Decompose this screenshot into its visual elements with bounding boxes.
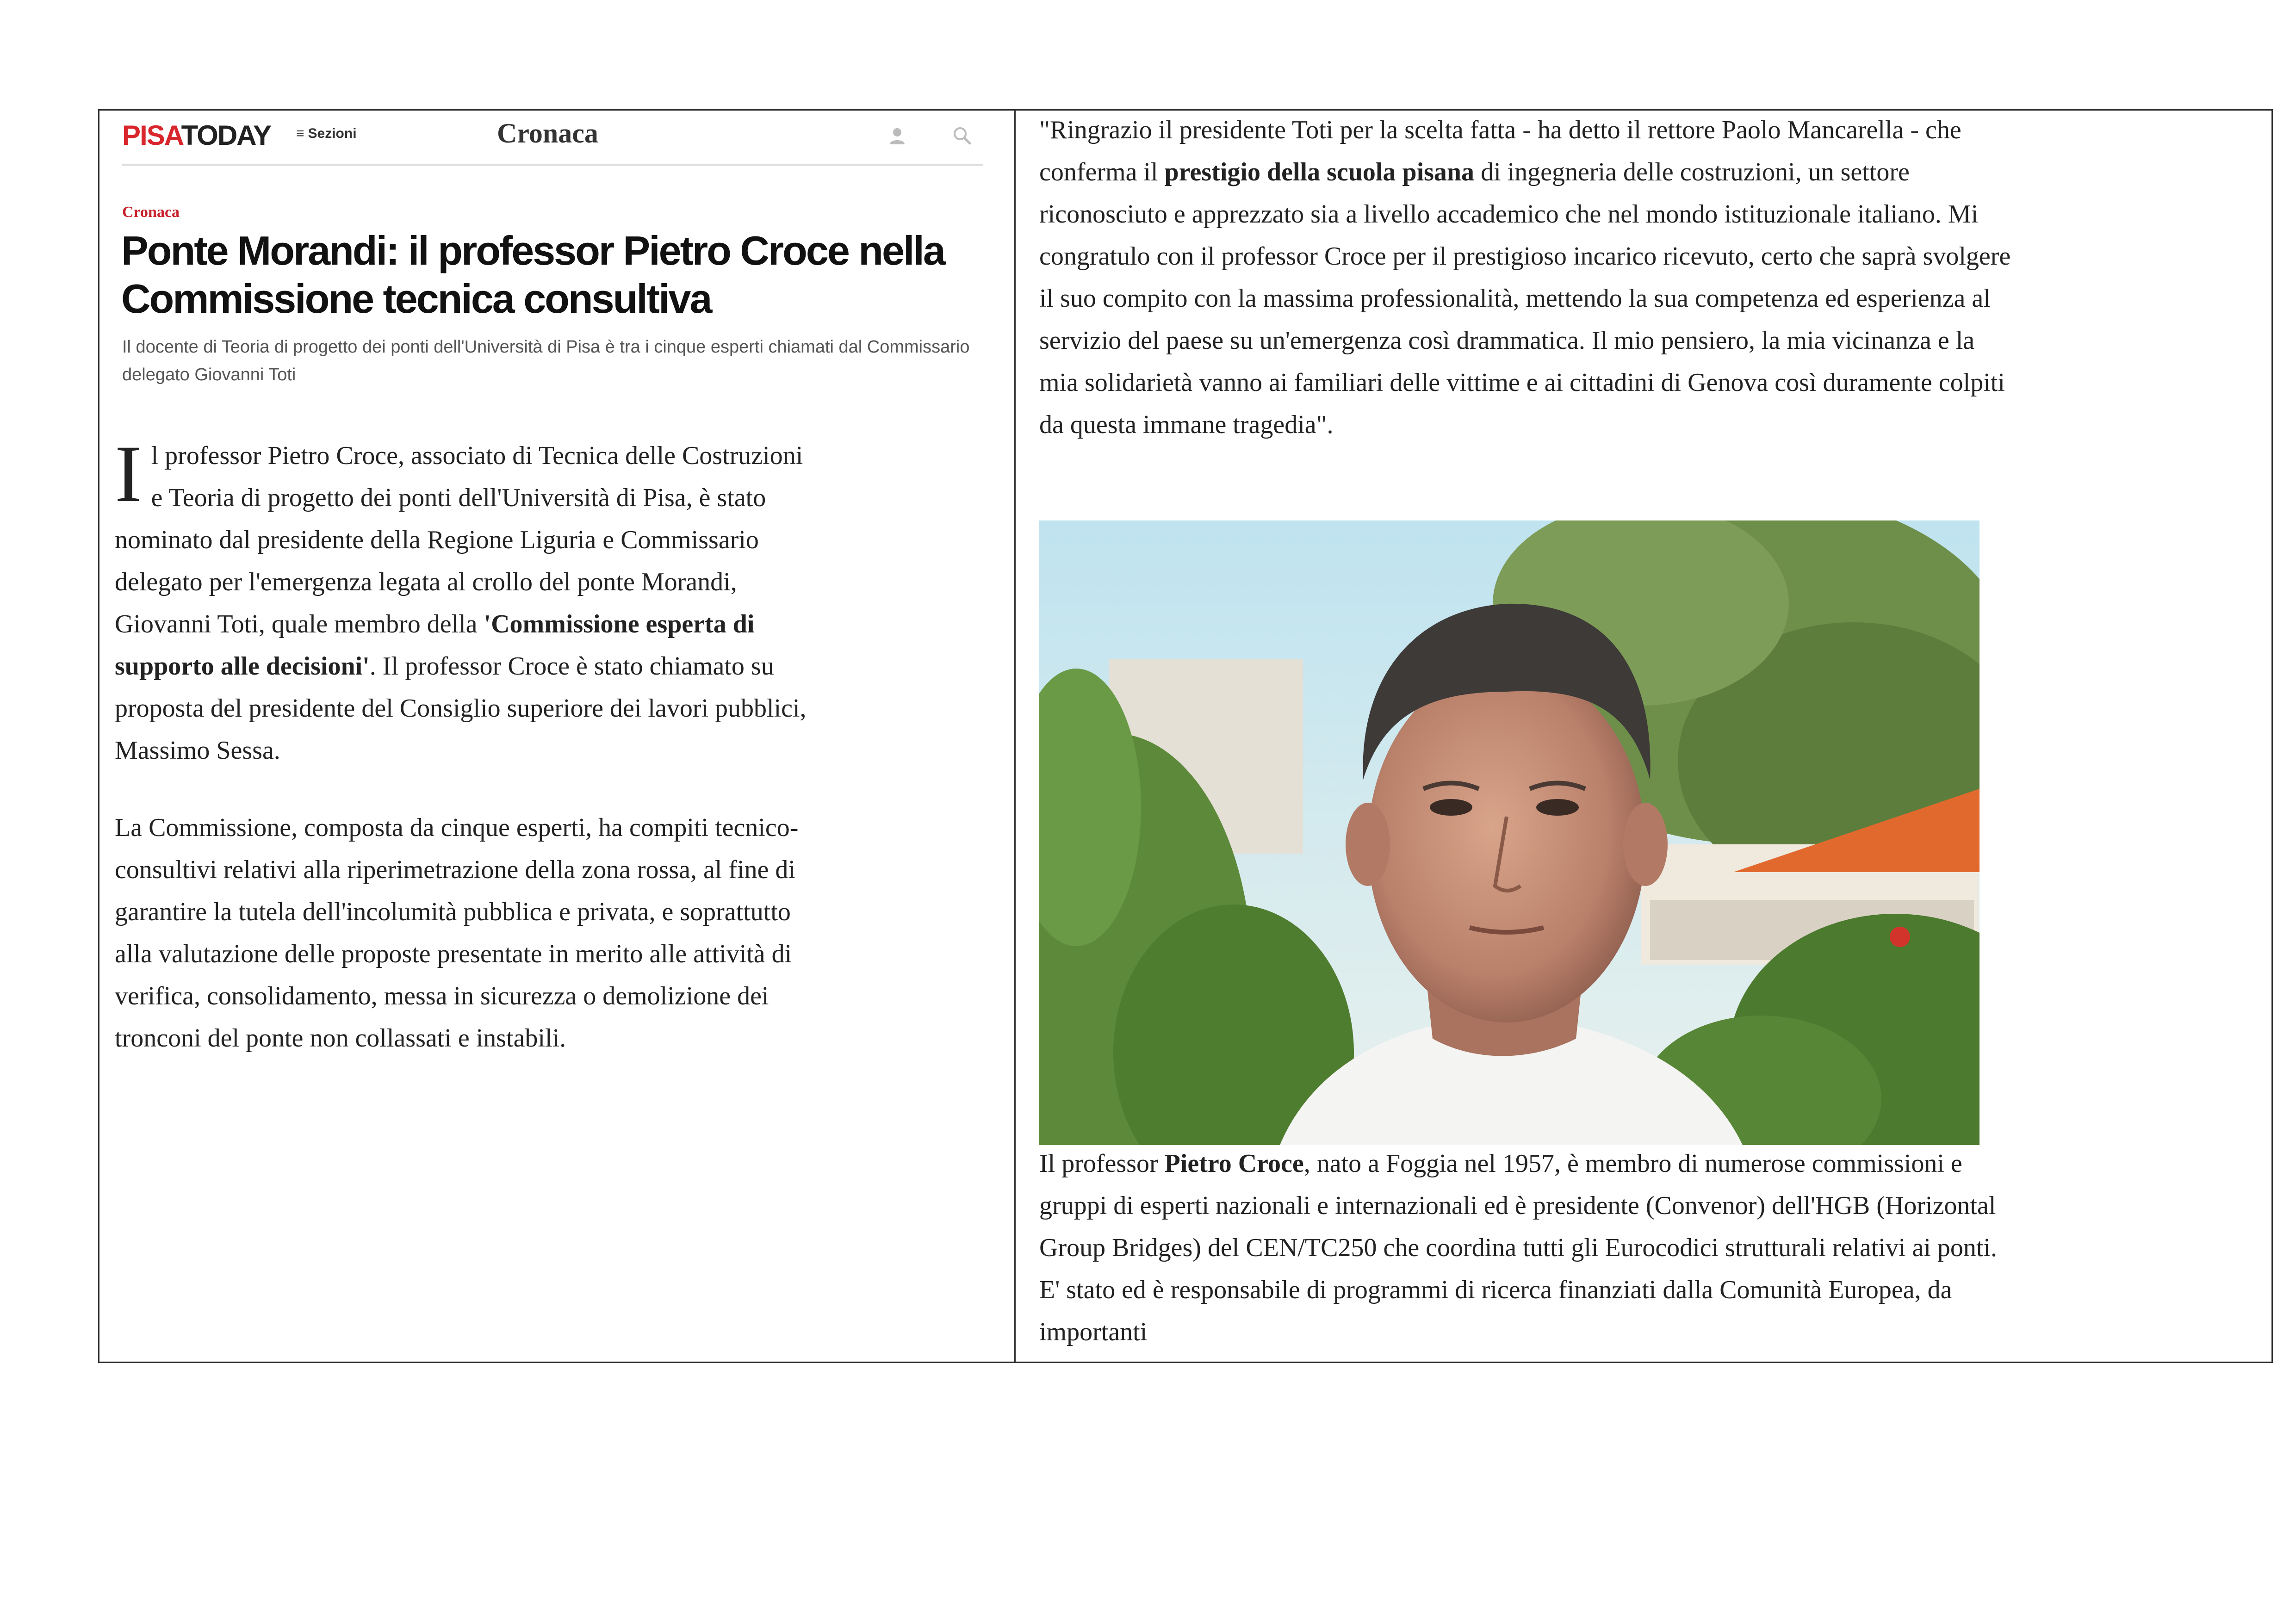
- section-title: Cronaca: [497, 118, 598, 149]
- drop-cap: I: [115, 429, 142, 519]
- paragraph-1: [115, 429, 809, 772]
- caption-text-a: Il professor: [1039, 1149, 1165, 1178]
- quote-text-a: "Ringrazio il presidente Toti per la scelta fatta - ha detto il rettore Paolo Mancarella - che conferma il: [1039, 116, 1961, 186]
- quote-bold: prestigio della scuola pisana: [1164, 158, 1475, 186]
- portrait-photo: [1039, 520, 1980, 1145]
- site-logo[interactable]: [122, 119, 271, 151]
- caption-paragraph: [1039, 1143, 2011, 1353]
- p1-text-b: . Il professor Croce è stato chiamato su proposta del presidente del Consiglio superiore dei lavori pubblici, Massimo Sessa.: [115, 652, 807, 765]
- quote-paragraph: [1039, 109, 2011, 446]
- photo-caption: [1039, 1143, 2011, 1353]
- caption-text-b: , nato a Foggia nel 1957, è membro di numerose commissioni e gruppi di esperti nazionali e internazionali ed è presidente (Convenor) dell'HGB (Horizontal Group Bridges) del CEN/TC250 che coordina tutti gli Eurocodici strutturali relativi ai ponti. E' stato ed è responsabile di programmi di ricerca finanziati dalla Comunità Europea, da importanti: [1039, 1149, 1998, 1346]
- rector-quote: [1039, 109, 2011, 446]
- logo-part2: TODAY: [181, 120, 271, 151]
- user-icon[interactable]: [886, 124, 909, 147]
- p1-bold: 'Commissione esperta di supporto alle decisioni': [115, 610, 755, 681]
- article-body-left: [115, 429, 809, 1059]
- menu-label: Sezioni: [308, 126, 357, 141]
- caption-bold: Pietro Croce: [1164, 1149, 1304, 1178]
- search-icon[interactable]: [950, 124, 974, 147]
- article-subhead: Il docente di Teoria di progetto dei ponti dell'Università di Pisa è tra i cinque esperti chiamati dal Commissario delegato Giovanni Toti: [122, 337, 970, 384]
- logo-part1: PISA: [122, 120, 181, 151]
- column-divider: [1014, 109, 1016, 1363]
- site-header: [122, 111, 983, 166]
- hamburger-icon: ≡: [296, 126, 304, 141]
- article-kicker[interactable]: Cronaca: [122, 204, 180, 221]
- p1-text-a: l professor Pietro Croce, associato di Tecnica delle Costruzioni e Teoria di progetto dei ponti dell'Università di Pisa, è stato nominato dal presidente della Regione Liguria e Commissario delegato per l'emergenza legata al crollo del ponte Morandi, Giovanni Toti, quale membro della: [115, 441, 803, 638]
- sections-menu-button[interactable]: [296, 126, 357, 142]
- portrait-illustration: [1039, 520, 1980, 1145]
- article-headline: Ponte Morandi: il professor Pietro Croce nella Commissione tecnica consultiva: [121, 228, 944, 322]
- paragraph-2: La Commissione, composta da cinque esperti, ha compiti tecnico-consultivi relativi alla riperimetrazione della zona rossa, al fine di garantire la tutela dell'incolumità pubblica e privata, e soprattutto alla valutazione delle proposte presentate in merito alle attività di verifica, consolidamento, messa in sicurezza o demolizione dei tronconi del ponte non collassati e instabili.: [115, 813, 799, 1053]
- quote-text-b: di ingegneria delle costruzioni, un settore riconosciuto e apprezzato sia a livello accademico che nel mondo istituzionale italiano. Mi congratulo con il professor Croce per il prestigioso incarico ricevuto, certo che saprà svolgere il suo compito con la massima professionalità, mettendo la sua competenza ed esperienza al servizio del paese su un'emergenza così drammatica. Il mio pensiero, la mia vicinanza e la mia solidarietà vanno ai familiari delle vittime e ai cittadini di Genova così duramente colpiti da questa immane tragedia".: [1039, 158, 2011, 439]
